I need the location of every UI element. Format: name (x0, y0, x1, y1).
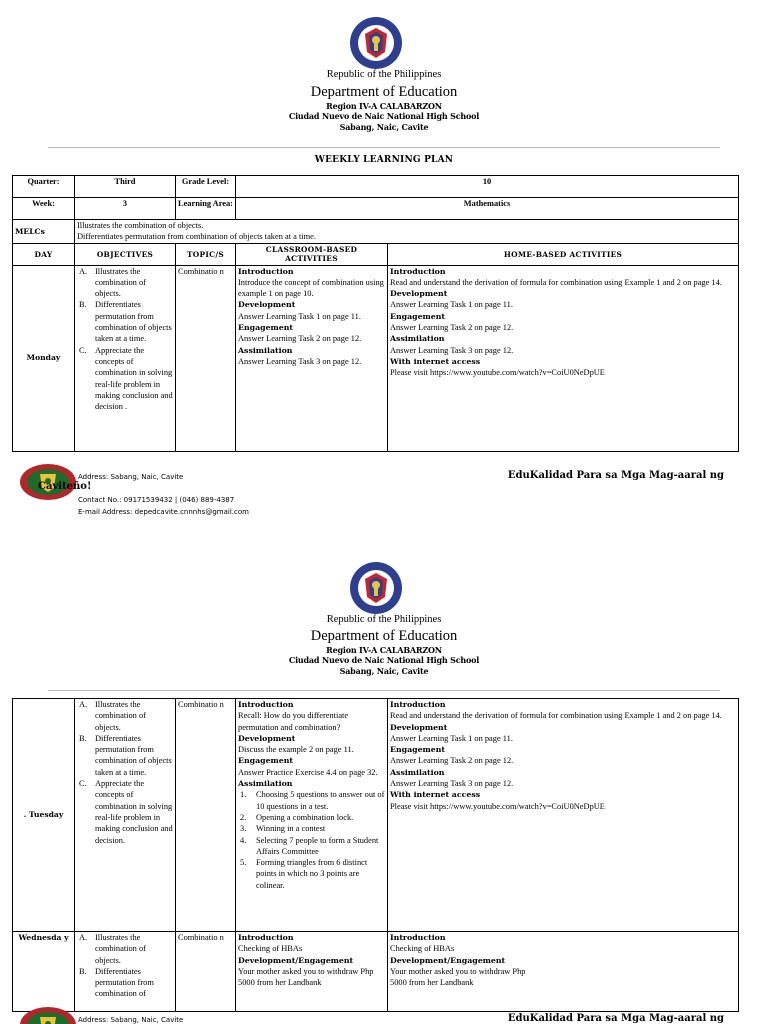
col-classroom: CLASSROOM-BASED ACTIVITIES (236, 243, 388, 265)
column-header-row (13, 243, 739, 265)
objective-item: B. Differentiates permutation from combination of objects taken at a time. (79, 733, 172, 777)
week-label: Week: (13, 198, 75, 220)
activity-kind: Development (238, 300, 296, 310)
topic-cell: Combinatio n (176, 265, 236, 451)
objective-item: A. Illustrates the combination of objects. (79, 266, 146, 299)
activity-kind: Introduction (390, 700, 446, 709)
activity-kind: Engagement (390, 745, 446, 755)
week-row (13, 198, 739, 220)
classroom-cell (236, 265, 388, 451)
activity-text: Answer Learning Task 3 on page 12. (390, 779, 514, 789)
footer-address: Address: Sabang, Naic, Cavite (78, 473, 184, 481)
grade-value: 10 (236, 176, 739, 198)
weekly-plan-table (12, 175, 739, 452)
activity-text: Answer Learning Task 3 on page 12. (390, 345, 514, 355)
topic-cell: Combinatio n (176, 932, 236, 1012)
activity-text: Your mother asked you to withdraw Php 5000 from her Landbank (390, 966, 526, 988)
header-divider (48, 690, 720, 691)
melcs-label: MELCs (13, 220, 75, 244)
header-school: Ciudad Nuevo de Naic National High School (288, 655, 480, 665)
activity-text: Your mother asked you to withdraw Php 5000 from her Landbank (238, 966, 374, 988)
header-republic: Republic of the Philippines (326, 614, 442, 625)
assimilation-item: 3. Winning in a contest (240, 824, 326, 834)
melcs-line: Illustrates the combination of objects. (77, 221, 204, 230)
activity-text: Answer Learning Task 2 on page 12. (390, 756, 514, 766)
activity-kind: Introduction (238, 266, 294, 276)
footer-address: Address: Sabang, Naic, Cavite (78, 1016, 184, 1024)
quarter-row (13, 176, 739, 198)
monday-row (13, 265, 739, 451)
grade-label: Grade Level: (176, 176, 236, 198)
activity-kind: With internet access (390, 356, 481, 366)
home-cell (388, 265, 739, 451)
classroom-cell (236, 699, 388, 932)
day-cell: Monday (13, 265, 75, 451)
activity-kind: Introduction (390, 266, 446, 276)
plan-title: WEEKLY LEARNING PLAN (314, 155, 454, 165)
tuesday-row (13, 699, 739, 932)
home-cell (388, 699, 739, 932)
objectives-cell (75, 265, 176, 451)
header-school: Ciudad Nuevo de Naic National High School (288, 111, 480, 121)
activity-kind: Engagement (390, 311, 446, 321)
activity-kind: Development (390, 289, 448, 299)
header-region: Region IV-A CALABARZON (326, 645, 442, 655)
objectives-cell (75, 699, 176, 932)
deped-seal-icon (349, 561, 403, 615)
objective-item: C. Appreciate the concepts of combination in solving real-life problem in making conclusion and decision . (79, 345, 173, 412)
activity-text: Answer Learning Task 1 on page 11. (390, 733, 513, 743)
objective-item: B. Differentiates permutation from combination of objects taken at a time. (79, 300, 172, 344)
youtube-link[interactable]: Please visit https://www.youtube.com/watch?v=CoiU0NeDpUE (390, 801, 605, 811)
footer-tagline-cont: Caviteño! (38, 481, 92, 492)
activity-kind: Engagement (238, 323, 294, 333)
activity-kind: Assimilation (390, 767, 445, 777)
header-place: Sabang, Naic, Cavite (339, 666, 429, 676)
activity-text: Read and understand the derivation of formula for combination using Example 1 and 2 on page 14. (390, 277, 722, 287)
assimilation-item: 5. Forming triangles from 6 distinct points in which no 3 points are colinear. (240, 858, 368, 890)
footer-tagline: EduKalidad Para sa Mga Mag-aaral ng (507, 1013, 724, 1024)
melcs-line: Differentiates permutation from combination of objects taken at a time. (77, 232, 316, 242)
topic-cell: Combinatio n (176, 699, 236, 932)
day-cell: . Tuesday (13, 699, 75, 932)
activity-text: Answer Learning Task 1 on page 11. (238, 311, 361, 321)
activity-kind: Assimilation (390, 334, 445, 344)
activity-kind: Assimilation (238, 345, 293, 355)
header-republic: Republic of the Philippines (326, 69, 442, 80)
header-place: Sabang, Naic, Cavite (339, 122, 429, 132)
week-value: 3 (75, 198, 176, 220)
footer-email[interactable]: E-mail Address: depedcavite.cnnnhs@gmail.com (78, 508, 249, 516)
objective-item: C. Appreciate the concepts of combination in solving real-life problem in making conclusion and decision. (79, 779, 173, 845)
header-department: Department of Education (310, 628, 458, 644)
objective-item: A. Illustrates the combination of objects. (79, 700, 146, 732)
col-day: DAY (13, 243, 75, 265)
activity-text: Recall: How do you differentiate permutation and combination? (238, 711, 349, 732)
deped-seal-icon (349, 16, 403, 70)
activity-kind: Development/Engagement (390, 955, 506, 965)
assimilation-item: 2. Opening a combination lock. (240, 812, 354, 822)
weekly-plan-table-continued (12, 698, 739, 1012)
activity-text: Answer Learning Task 1 on page 11. (390, 300, 513, 310)
header-region: Region IV-A CALABARZON (326, 101, 442, 111)
quarter-value: Third (75, 176, 176, 198)
footer-tagline: EduKalidad Para sa Mga Mag-aaral ng (507, 470, 724, 481)
objective-item: A. Illustrates the combination of objects. (79, 933, 146, 965)
header-department: Department of Education (310, 84, 458, 100)
header-divider (48, 147, 720, 148)
melcs-row (13, 220, 739, 244)
activity-kind: Introduction (238, 700, 294, 709)
activity-text: Answer Learning Task 3 on page 12. (238, 356, 362, 366)
activity-kind: Assimilation (238, 779, 293, 789)
quarter-label: Quarter: (13, 176, 75, 198)
wednesday-row (13, 932, 739, 1012)
col-topic: TOPIC/S (176, 243, 236, 265)
activity-kind: Development (390, 722, 448, 732)
area-value: Mathematics (236, 198, 739, 220)
objective-item: B. Differentiates permutation from combination of (79, 966, 154, 999)
youtube-link[interactable]: Please visit https://www.youtube.com/watch?v=CoiU0NeDpUE (390, 368, 605, 378)
home-cell (388, 932, 739, 1012)
objectives-cell (75, 932, 176, 1012)
assimilation-item: 4. Selecting 7 people to form a Student Affairs Committee (240, 835, 379, 856)
area-label: Learning Area: (176, 198, 236, 220)
activity-text: Answer Practice Exercise 4.4 on page 32. (238, 767, 378, 777)
assimilation-item: 1. Choosing 5 questions to answer out of 10 questions in a test. (240, 790, 385, 811)
activity-text: Checking of HBAs (390, 944, 455, 954)
footer-contact: Contact No.: 09171539432 | (046) 889-4387 (78, 496, 235, 504)
activity-text: Answer Learning Task 2 on page 12. (238, 334, 362, 344)
activity-text: Answer Learning Task 2 on page 12. (390, 323, 514, 333)
col-home: HOME-BASED ACTIVITIES (388, 243, 739, 265)
activity-text: Discuss the example 2 on page 11. (238, 745, 354, 755)
activity-kind: Development/Engagement (238, 955, 354, 965)
activity-text: Read and understand the derivation of formula for combination using Example 1 and 2 on page 14. (390, 711, 722, 721)
classroom-cell (236, 932, 388, 1012)
melcs-text (75, 220, 739, 244)
activity-kind: Introduction (238, 933, 294, 942)
activity-kind: Development (238, 733, 296, 743)
page-2 (0, 545, 768, 1024)
activity-text: Checking of HBAs (238, 944, 303, 954)
activity-kind: Engagement (238, 756, 294, 766)
school-logo-icon (18, 1005, 78, 1024)
activity-kind: Introduction (390, 933, 446, 942)
activity-text: Introduce the concept of combination using example 1 on page 10. (238, 277, 384, 299)
activity-kind: With internet access (390, 790, 481, 800)
day-cell: Wednesda y (13, 932, 75, 1012)
col-objectives: OBJECTIVES (75, 243, 176, 265)
